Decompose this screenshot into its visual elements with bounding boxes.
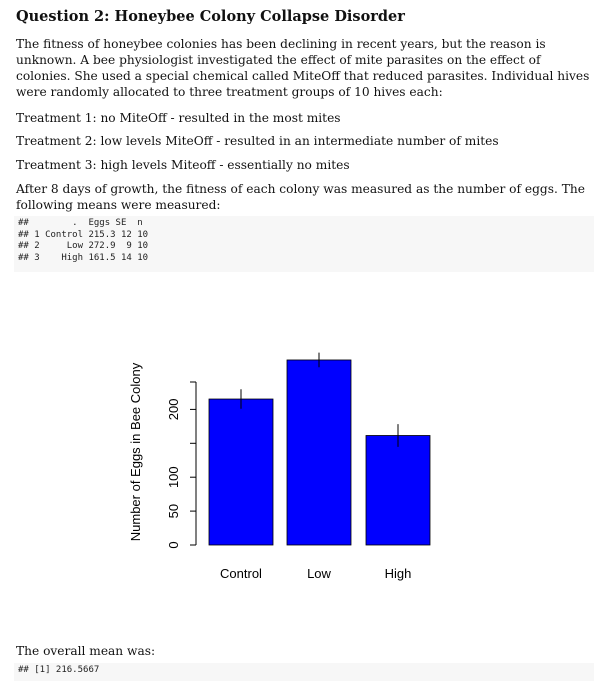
y-tick-label: 100 bbox=[166, 466, 181, 489]
y-axis-label: Number of Eggs in Bee Colony bbox=[128, 362, 143, 542]
y-tick-label: 0 bbox=[166, 541, 181, 549]
x-tick-label: High bbox=[384, 566, 412, 581]
code-line: ## 1 Control 215.3 12 10 bbox=[18, 229, 149, 240]
code-line: ## 3 High 161.5 14 10 bbox=[18, 252, 149, 263]
code-line: ## . Eggs SE n bbox=[18, 218, 143, 228]
bar-high bbox=[366, 436, 430, 545]
x-tick-label: Control bbox=[220, 566, 262, 581]
treatment-1: Treatment 1: no MiteOff - resulted in the most mites bbox=[16, 111, 341, 125]
treatment-3: Treatment 3: high levels Miteoff - essentially no mites bbox=[16, 158, 350, 172]
bar-low bbox=[287, 360, 351, 545]
bar-control bbox=[209, 399, 273, 545]
question-title: Question 2: Honeybee Colony Collapse Disorder bbox=[16, 8, 405, 25]
y-tick-label: 200 bbox=[166, 398, 181, 421]
x-tick-label: Low bbox=[307, 566, 331, 581]
followup-paragraph: After 8 days of growth, the fitness of each colony was measured as the number of eggs. The following means were measured: bbox=[16, 182, 585, 212]
y-tick-label: 50 bbox=[166, 503, 181, 519]
overall-mean-output: ## [1] 216.5667 bbox=[14, 663, 594, 681]
intro-paragraph: The fitness of honeybee colonies has been declining in recent years, but the reason is unknown. A bee physiologist investigated the effect of mite parasites on the effect of colonies. She used a special chemical called MiteOff that reduced parasites. Individual hives were randomly allocated to three treatment groups of 10 hives each: bbox=[16, 37, 590, 99]
treatment-2: Treatment 2: low levels MiteOff - resulted in an intermediate number of mites bbox=[16, 134, 499, 148]
code-line: ## 2 Low 272.9 9 10 bbox=[18, 241, 149, 251]
overall-mean-text: The overall mean was: bbox=[16, 644, 156, 658]
